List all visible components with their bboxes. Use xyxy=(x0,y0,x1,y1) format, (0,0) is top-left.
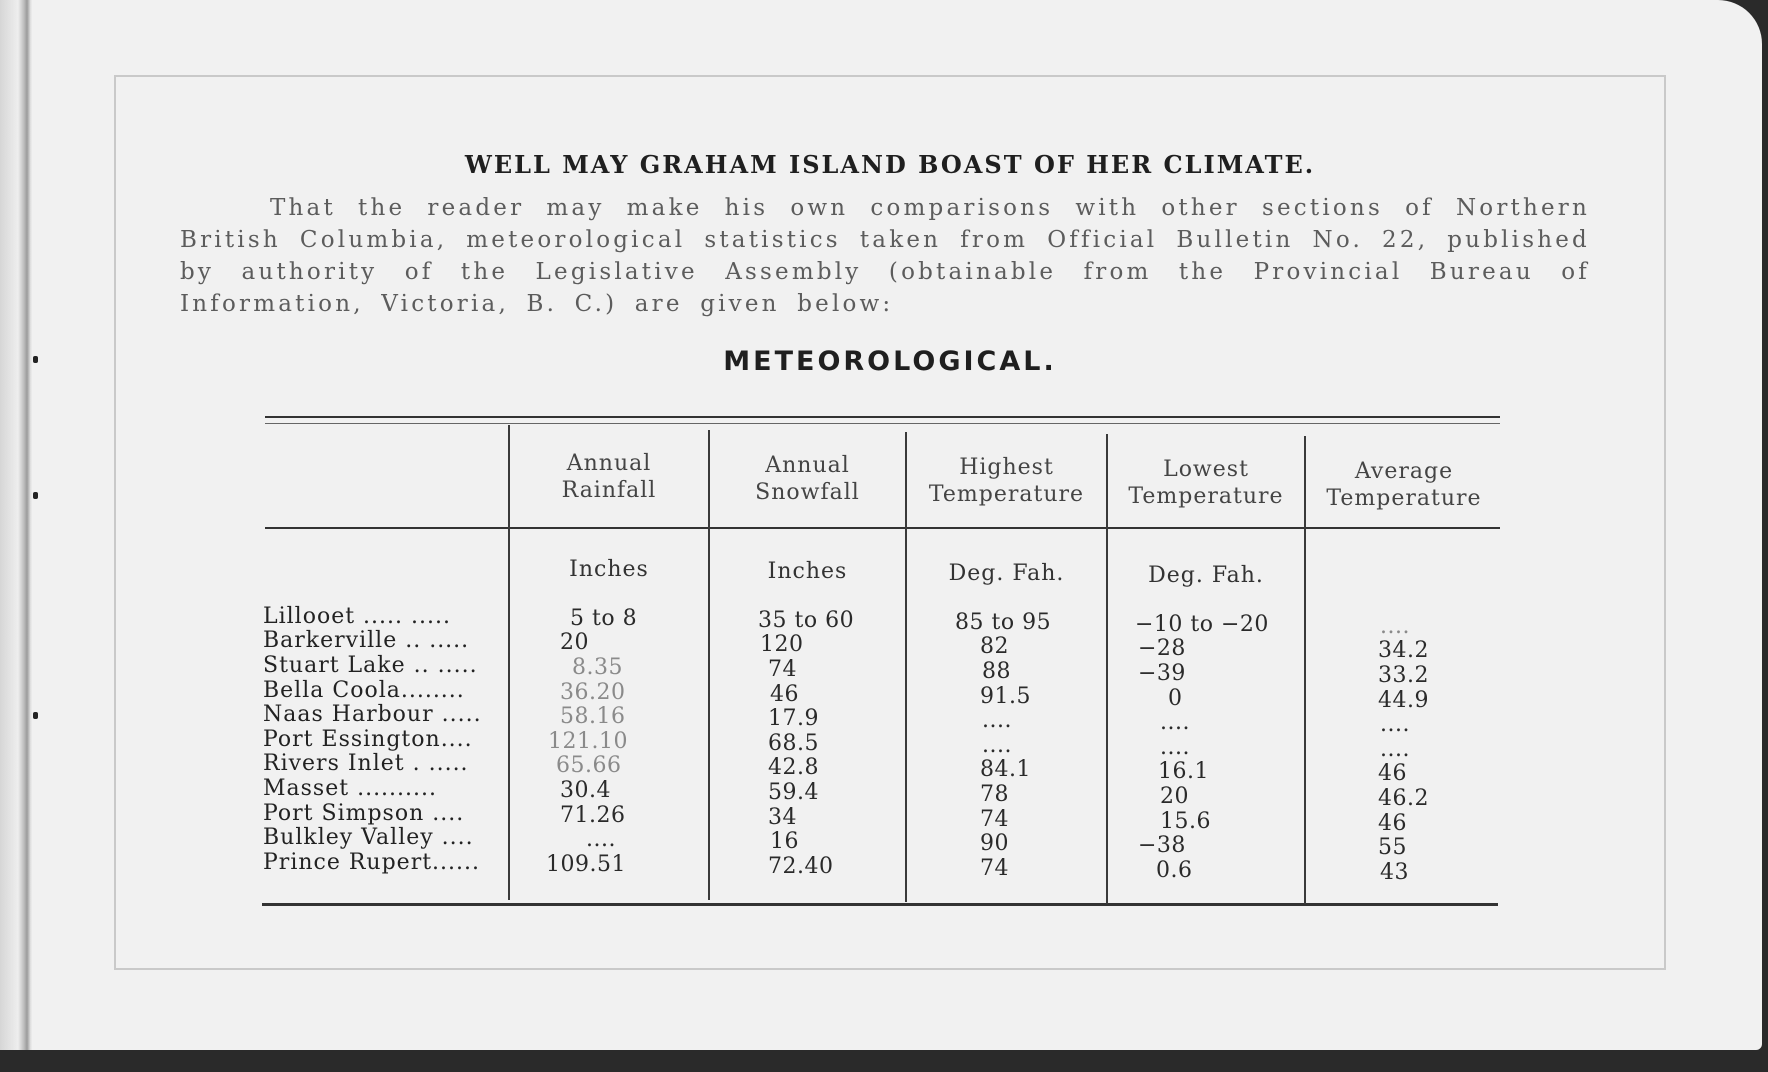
cell-snowfall: 120 xyxy=(760,632,804,657)
cell-average: 55 xyxy=(1378,835,1407,860)
unit-highest: Deg. Fah. xyxy=(948,561,1065,586)
cell-lowest: 20 xyxy=(1160,784,1189,809)
cell-rainfall: 71.26 xyxy=(560,803,626,828)
cell-snowfall: 68.5 xyxy=(768,731,819,756)
cell-average: 43 xyxy=(1380,860,1409,885)
cell-rainfall: 109.51 xyxy=(546,852,626,877)
cell-average: .... xyxy=(1380,737,1410,762)
cell-highest: .... xyxy=(982,733,1012,758)
cell-snowfall: 42.8 xyxy=(768,755,819,780)
cell-average: 46 xyxy=(1378,761,1407,786)
cell-snowfall: 16 xyxy=(770,829,799,854)
row-label-lillooet: Lillooet ..... ..... xyxy=(263,604,451,629)
row-label-masset: Masset .......... xyxy=(263,776,438,801)
cell-average: 44.9 xyxy=(1378,688,1429,713)
row-label-naas-harbour: Naas Harbour ..... xyxy=(263,702,482,727)
row-label-bella-coola: Bella Coola........ xyxy=(263,678,465,703)
column-header-snowfall: Annual Snowfall xyxy=(755,453,860,505)
row-label-barkerville: Barkerville .. ..... xyxy=(263,628,470,653)
cell-lowest: 15.6 xyxy=(1160,809,1211,834)
table-title: METEOROLOGICAL. xyxy=(723,346,1057,377)
cell-highest: 74 xyxy=(980,856,1009,881)
cell-highest: 84.1 xyxy=(980,757,1031,782)
cell-lowest: −39 xyxy=(1138,661,1186,686)
cell-lowest: −10 to −20 xyxy=(1135,612,1269,637)
cell-highest: 90 xyxy=(980,831,1009,856)
cell-average: 46 xyxy=(1378,811,1407,836)
cell-highest: 88 xyxy=(982,659,1011,684)
spine-mark xyxy=(33,356,38,363)
cell-average: 46.2 xyxy=(1378,786,1429,811)
cell-snowfall: 46 xyxy=(770,682,799,707)
cell-rainfall: .... xyxy=(586,827,616,852)
cell-highest: .... xyxy=(982,708,1012,733)
cell-snowfall: 72.40 xyxy=(768,854,834,879)
row-label-bulkley-valley: Bulkley Valley .... xyxy=(263,825,474,850)
column-header-highest: Highest Temperature xyxy=(928,455,1085,507)
cell-lowest: .... xyxy=(1160,735,1190,760)
cell-rainfall: 8.35 xyxy=(572,655,623,680)
column-header-lowest: Lowest Temperature xyxy=(1128,457,1284,509)
row-label-port-essington: Port Essington.... xyxy=(263,727,473,752)
cell-rainfall: 121.10 xyxy=(548,729,628,754)
spine-mark xyxy=(33,492,38,499)
cell-average: .... xyxy=(1380,712,1410,737)
cell-lowest: −28 xyxy=(1138,636,1186,661)
table-top-rule-thin xyxy=(265,423,1500,424)
column-header-average: Average Temperature xyxy=(1326,459,1482,511)
cell-rainfall: 30.4 xyxy=(560,778,611,803)
row-label-stuart-lake: Stuart Lake .. ..... xyxy=(263,653,478,678)
intro-paragraph: That the reader may make his own comparisons with other sections of Northern British Columbia, meteorological statistics taken from Official Bulletin No. 22, published by authority of the Legislative Assembly (obtainable from the Provincial Bureau of Information, Victoria, B. C.) are given below: xyxy=(180,195,1590,317)
cell-snowfall: 59.4 xyxy=(768,780,819,805)
column-header-rainfall: Annual Rainfall xyxy=(561,451,657,503)
cell-lowest: 0.6 xyxy=(1156,858,1193,883)
cell-rainfall: 65.66 xyxy=(556,753,622,778)
table-bottom-rule xyxy=(262,903,1498,906)
table-top-rule xyxy=(265,416,1500,418)
cell-highest: 78 xyxy=(980,782,1009,807)
row-label-port-simpson: Port Simpson .... xyxy=(263,801,465,826)
cell-highest: 91.5 xyxy=(980,684,1031,709)
cell-lowest: 0 xyxy=(1168,686,1183,711)
cell-rainfall: 36.20 xyxy=(560,680,626,705)
cell-highest: 74 xyxy=(980,807,1009,832)
spine-mark xyxy=(33,712,38,719)
cell-rainfall: 5 to 8 xyxy=(570,606,638,631)
unit-snowfall: Inches xyxy=(767,559,848,584)
cell-snowfall: 17.9 xyxy=(768,706,819,731)
row-label-rivers-inlet: Rivers Inlet . ..... xyxy=(263,751,469,776)
page-heading: WELL MAY GRAHAM ISLAND BOAST OF HER CLIMATE. xyxy=(464,150,1316,179)
row-label-prince-rupert: Prince Rupert...... xyxy=(263,850,481,875)
cell-average: 33.2 xyxy=(1378,663,1429,688)
cell-highest: 82 xyxy=(980,634,1009,659)
cell-snowfall: 74 xyxy=(768,657,797,682)
cell-rainfall: 58.16 xyxy=(560,704,626,729)
cell-highest: 85 to 95 xyxy=(955,610,1052,635)
header-rule xyxy=(265,527,1500,529)
cell-lowest: .... xyxy=(1160,710,1190,735)
unit-rainfall: Inches xyxy=(569,557,649,582)
cell-lowest: 16.1 xyxy=(1158,759,1209,784)
cell-average: 34.2 xyxy=(1378,638,1429,663)
cell-average: .... xyxy=(1380,614,1410,639)
unit-lowest: Deg. Fah. xyxy=(1148,563,1264,588)
cell-snowfall: 35 to 60 xyxy=(758,608,855,633)
cell-rainfall: 20 xyxy=(560,630,589,655)
cell-lowest: −38 xyxy=(1138,833,1186,858)
page-binding xyxy=(0,0,32,1050)
cell-snowfall: 34 xyxy=(768,805,797,830)
